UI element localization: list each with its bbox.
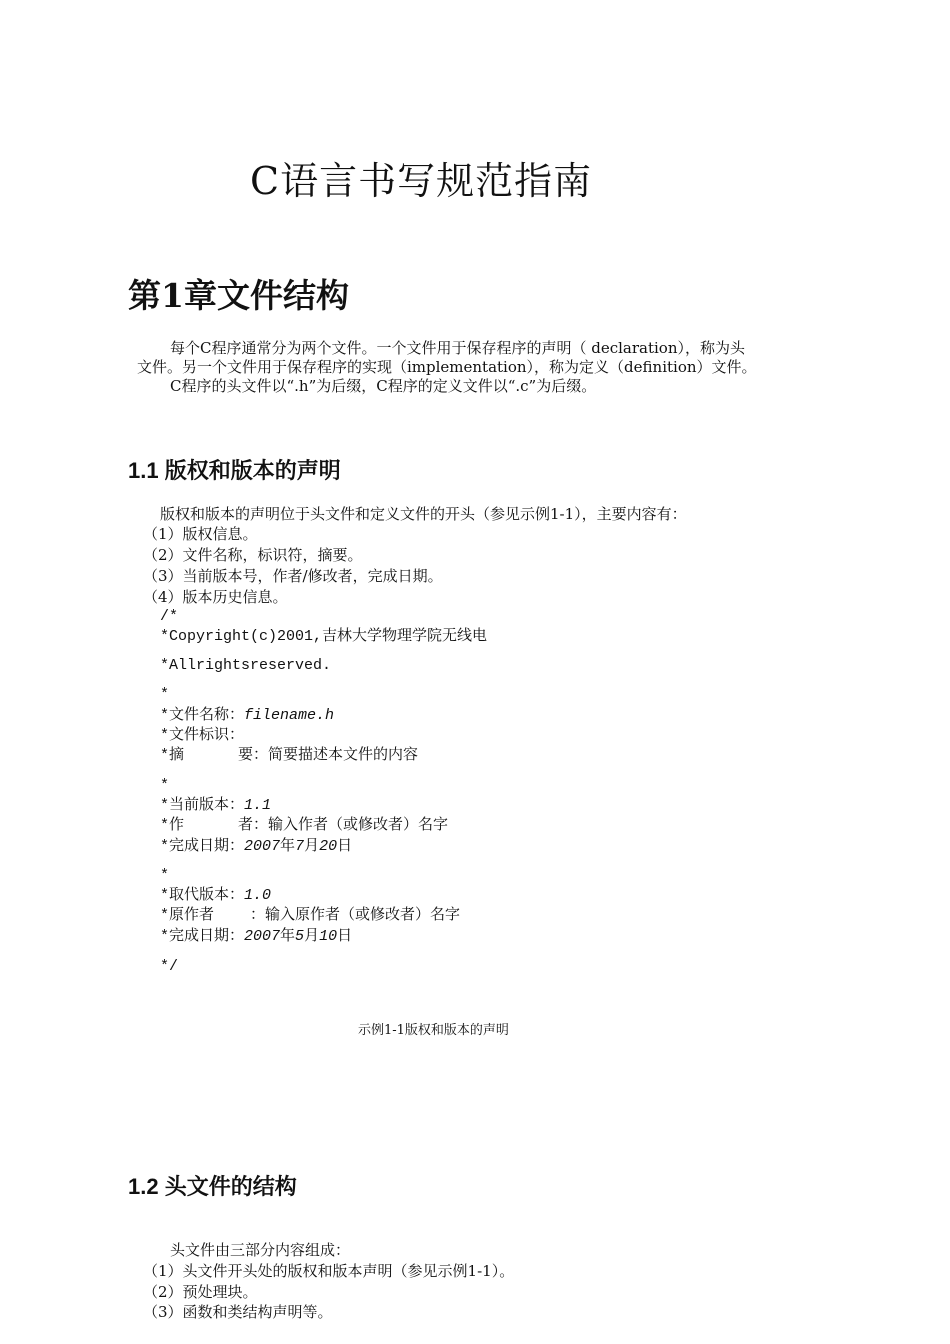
date-unit: 月 xyxy=(304,928,320,945)
list-item: （3）当前版本号，作者/修改者，完成日期。 xyxy=(143,567,443,585)
date-unit: 年 xyxy=(280,928,296,945)
date-year: 2007 xyxy=(244,838,281,855)
code-line: *作 者：输入作者（或修改者）名字 xyxy=(160,817,449,834)
code-line: *Copyright(c)2001,吉林大学物理学院无线电 xyxy=(160,628,488,645)
code-line: */ xyxy=(160,958,179,975)
section-1-2-intro: 头文件由三部分内容组成： xyxy=(170,1241,351,1259)
chapter-intro-line-1: 每个C程序通常分为两个文件。一个文件用于保存程序的声明（ declaration），称为头 xyxy=(170,339,745,357)
code-value: filename.h xyxy=(244,707,335,724)
code-label: *完成日期： xyxy=(160,928,245,945)
code-line: /* xyxy=(160,608,179,625)
code-line: *文件标识： xyxy=(160,727,245,744)
section-title-1-2: 1.2 头文件的结构 xyxy=(128,1174,297,1199)
date-day: 20 xyxy=(319,838,338,855)
code-value: 1.1 xyxy=(244,797,272,814)
list-item: （2）预处理块。 xyxy=(143,1283,258,1301)
code-line: *Allrightsreserved. xyxy=(160,657,332,674)
code-line: * xyxy=(160,686,170,703)
date-month: 5 xyxy=(295,928,305,945)
code-label: *完成日期： xyxy=(160,838,245,855)
code-line: *原作者 ：输入原作者（或修改者）名字 xyxy=(160,907,461,924)
code-line xyxy=(160,886,271,906)
section-title-1-1: 1.1 版权和版本的声明 xyxy=(128,458,341,483)
code-label: *文件名称： xyxy=(160,707,245,724)
date-unit: 日 xyxy=(337,928,353,945)
list-item: （3）函数和类结构声明等。 xyxy=(143,1303,333,1321)
chapter-title: 第1章文件结构 xyxy=(128,276,349,315)
code-line: * xyxy=(160,777,170,794)
list-item: （1）版权信息。 xyxy=(143,525,258,543)
code-line xyxy=(160,837,352,857)
date-day: 10 xyxy=(319,928,338,945)
code-label: *取代版本： xyxy=(160,887,245,904)
document-title: C语言书写规范指南 xyxy=(250,159,593,203)
date-month: 7 xyxy=(295,838,305,855)
example-caption: 示例1-1版权和版本的声明 xyxy=(358,1023,509,1038)
date-unit: 月 xyxy=(304,838,320,855)
code-label: *当前版本： xyxy=(160,797,245,814)
code-value: 1.0 xyxy=(244,887,272,904)
chapter-intro-line-3: C程序的头文件以“.h”为后缀，C程序的定义文件以“.c”为后缀。 xyxy=(170,377,597,395)
list-item: （4）版本历史信息。 xyxy=(143,588,288,606)
date-year: 2007 xyxy=(244,928,281,945)
list-item: （2）文件名称，标识符，摘要。 xyxy=(143,546,363,564)
section-1-1-intro: 版权和版本的声明位于头文件和定义文件的开头（参见示例1-1），主要内容有： xyxy=(160,505,687,523)
date-unit: 日 xyxy=(337,838,353,855)
chapter-intro-line-2: 文件。另一个文件用于保存程序的实现（implementation），称为定义（definition）文件。 xyxy=(137,358,757,376)
code-line: * xyxy=(160,867,170,884)
list-item: （1）头文件开头处的版权和版本声明（参见示例1-1）。 xyxy=(143,1262,515,1280)
code-line: *摘 要：简要描述本文件的内容 xyxy=(160,747,419,764)
code-line xyxy=(160,796,271,816)
date-unit: 年 xyxy=(280,838,296,855)
code-line xyxy=(160,706,334,726)
code-line xyxy=(160,927,352,947)
